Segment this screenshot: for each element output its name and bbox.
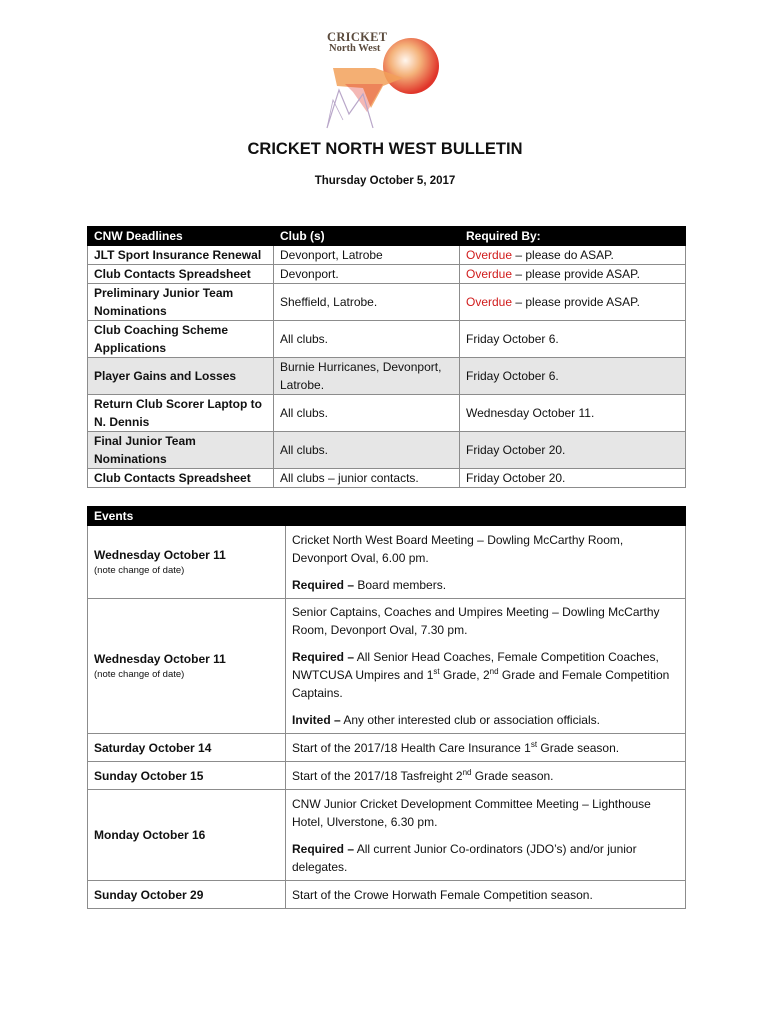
deadline-task: Club Coaching Scheme Applications bbox=[88, 321, 274, 358]
deadline-clubs: Devonport. bbox=[274, 265, 460, 284]
required-note: – please provide ASAP. bbox=[512, 267, 640, 281]
events-table bbox=[87, 506, 686, 909]
required-label: Required – bbox=[292, 577, 355, 592]
ordinal-suffix: nd bbox=[462, 767, 472, 777]
deadline-clubs: All clubs. bbox=[274, 395, 460, 432]
deadline-task: Preliminary Junior Team Nominations bbox=[88, 284, 274, 321]
event-description: Cricket North West Board Meeting – Dowling McCarthy Room, Devonport Oval, 6.00 pm. bbox=[292, 532, 624, 565]
required-text: Board members. bbox=[354, 577, 447, 592]
overdue-label: Overdue bbox=[466, 248, 513, 262]
header-required-by: Required By: bbox=[460, 227, 686, 246]
deadline-task: Return Club Scorer Laptop to N. Dennis bbox=[88, 395, 274, 432]
event-date: Sunday October 29 bbox=[88, 881, 286, 909]
deadlines-table bbox=[87, 226, 686, 488]
ordinal-suffix: st bbox=[530, 739, 538, 749]
event-date: Monday October 16 bbox=[88, 790, 286, 881]
deadline-task: Club Contacts Spreadsheet bbox=[88, 469, 274, 488]
cricket-north-west-logo bbox=[323, 28, 447, 130]
event-date bbox=[88, 526, 286, 599]
required-note: – please provide ASAP. bbox=[512, 295, 640, 309]
deadline-required-by: Friday October 20. bbox=[460, 432, 686, 469]
event-date-text: Wednesday October 11 bbox=[94, 652, 226, 666]
logo-text-north-west: North West bbox=[329, 43, 381, 54]
table-row bbox=[88, 762, 686, 790]
deadline-clubs: Devonport, Latrobe bbox=[274, 246, 460, 265]
required-label: Required – bbox=[292, 650, 355, 664]
deadline-task: Club Contacts Spreadsheet bbox=[88, 265, 274, 284]
deadline-task: JLT Sport Insurance Renewal bbox=[88, 246, 274, 265]
logo-text-cricket: CRICKET bbox=[327, 30, 388, 44]
table-row bbox=[88, 358, 686, 395]
table-row bbox=[88, 469, 686, 488]
event-date-text: Wednesday October 11 bbox=[94, 548, 226, 562]
event-date: Sunday October 15 bbox=[88, 762, 286, 790]
deadline-task: Player Gains and Losses bbox=[88, 358, 274, 395]
table-row bbox=[88, 599, 686, 734]
ordinal-suffix: nd bbox=[489, 667, 499, 676]
ordinal-suffix: st bbox=[433, 667, 440, 676]
bulletin-title: CRICKET NORTH WEST BULLETIN bbox=[247, 140, 523, 158]
event-description: Start of the 2017/18 Health Care Insurance 1 bbox=[292, 740, 531, 755]
deadline-clubs: All clubs – junior contacts. bbox=[274, 469, 460, 488]
table-row bbox=[88, 321, 686, 358]
table-row bbox=[88, 790, 686, 881]
deadline-required-by: Friday October 6. bbox=[460, 358, 686, 395]
header-events: Events bbox=[88, 507, 686, 526]
deadline-clubs: Sheffield, Latrobe. bbox=[274, 284, 460, 321]
event-description: CNW Junior Cricket Development Committee Meeting – Lighthouse Hotel, Ulverstone, 6.30 pm. bbox=[292, 796, 651, 829]
table-row bbox=[88, 265, 686, 284]
event-required bbox=[292, 840, 679, 876]
event-required bbox=[292, 648, 679, 702]
event-details bbox=[286, 762, 686, 790]
event-description: Start of the 2017/18 Tasfreight 2 bbox=[292, 768, 463, 783]
event-details bbox=[286, 790, 686, 881]
event-details: Start of the Crowe Horwath Female Competition season. bbox=[286, 881, 686, 909]
required-text: All current Junior Co-ordinators (JDO’s) and/or junior delegates. bbox=[292, 841, 637, 874]
event-description: Grade season. bbox=[537, 740, 620, 755]
table-row bbox=[88, 246, 686, 265]
table-row bbox=[88, 526, 686, 599]
event-details bbox=[286, 734, 686, 762]
deadlines-header-row bbox=[88, 227, 686, 246]
required-note: – please do ASAP. bbox=[512, 248, 614, 262]
deadline-clubs: Burnie Hurricanes, Devonport, Latrobe. bbox=[274, 358, 460, 395]
event-details bbox=[286, 526, 686, 599]
overdue-label: Overdue bbox=[466, 295, 513, 309]
deadline-required-by: Wednesday October 11. bbox=[460, 395, 686, 432]
date-change-note: (note change of date) bbox=[94, 565, 185, 576]
deadline-required-by: Friday October 20. bbox=[460, 469, 686, 488]
events-header-row bbox=[88, 507, 686, 526]
table-row bbox=[88, 395, 686, 432]
invited-label: Invited – bbox=[292, 713, 341, 727]
table-row bbox=[88, 432, 686, 469]
event-invited bbox=[292, 711, 679, 729]
header-cnw-deadlines: CNW Deadlines bbox=[88, 227, 274, 246]
event-details bbox=[286, 599, 686, 734]
event-date: Saturday October 14 bbox=[88, 734, 286, 762]
table-row bbox=[88, 734, 686, 762]
deadline-required-by bbox=[460, 265, 686, 284]
deadline-task: Final Junior Team Nominations bbox=[88, 432, 274, 469]
table-row bbox=[88, 881, 686, 909]
overdue-label: Overdue bbox=[466, 267, 513, 281]
invited-text: Any other interested club or association officials. bbox=[340, 713, 600, 727]
deadline-clubs: All clubs. bbox=[274, 321, 460, 358]
deadline-required-by bbox=[460, 246, 686, 265]
required-text: Grade and Female Competition Captains. bbox=[292, 668, 670, 700]
required-text: All Senior Head Coaches, Female Competition Coaches, NWTCUSA Umpires and 1 bbox=[292, 650, 659, 682]
bulletin-date: Thursday October 5, 2017 bbox=[314, 175, 456, 187]
required-label: Required – bbox=[292, 841, 355, 856]
deadline-clubs: All clubs. bbox=[274, 432, 460, 469]
deadline-required-by bbox=[460, 284, 686, 321]
event-description: Grade season. bbox=[471, 768, 554, 783]
event-date bbox=[88, 599, 286, 734]
event-required bbox=[292, 576, 679, 594]
table-row bbox=[88, 284, 686, 321]
date-change-note: (note change of date) bbox=[94, 669, 185, 680]
event-description: Senior Captains, Coaches and Umpires Meeting – Dowling McCarthy Room, Devonport Oval, 7.30 pm. bbox=[292, 605, 660, 637]
required-text: Grade, 2 bbox=[439, 668, 490, 682]
deadline-required-by: Friday October 6. bbox=[460, 321, 686, 358]
header-clubs: Club (s) bbox=[274, 227, 460, 246]
